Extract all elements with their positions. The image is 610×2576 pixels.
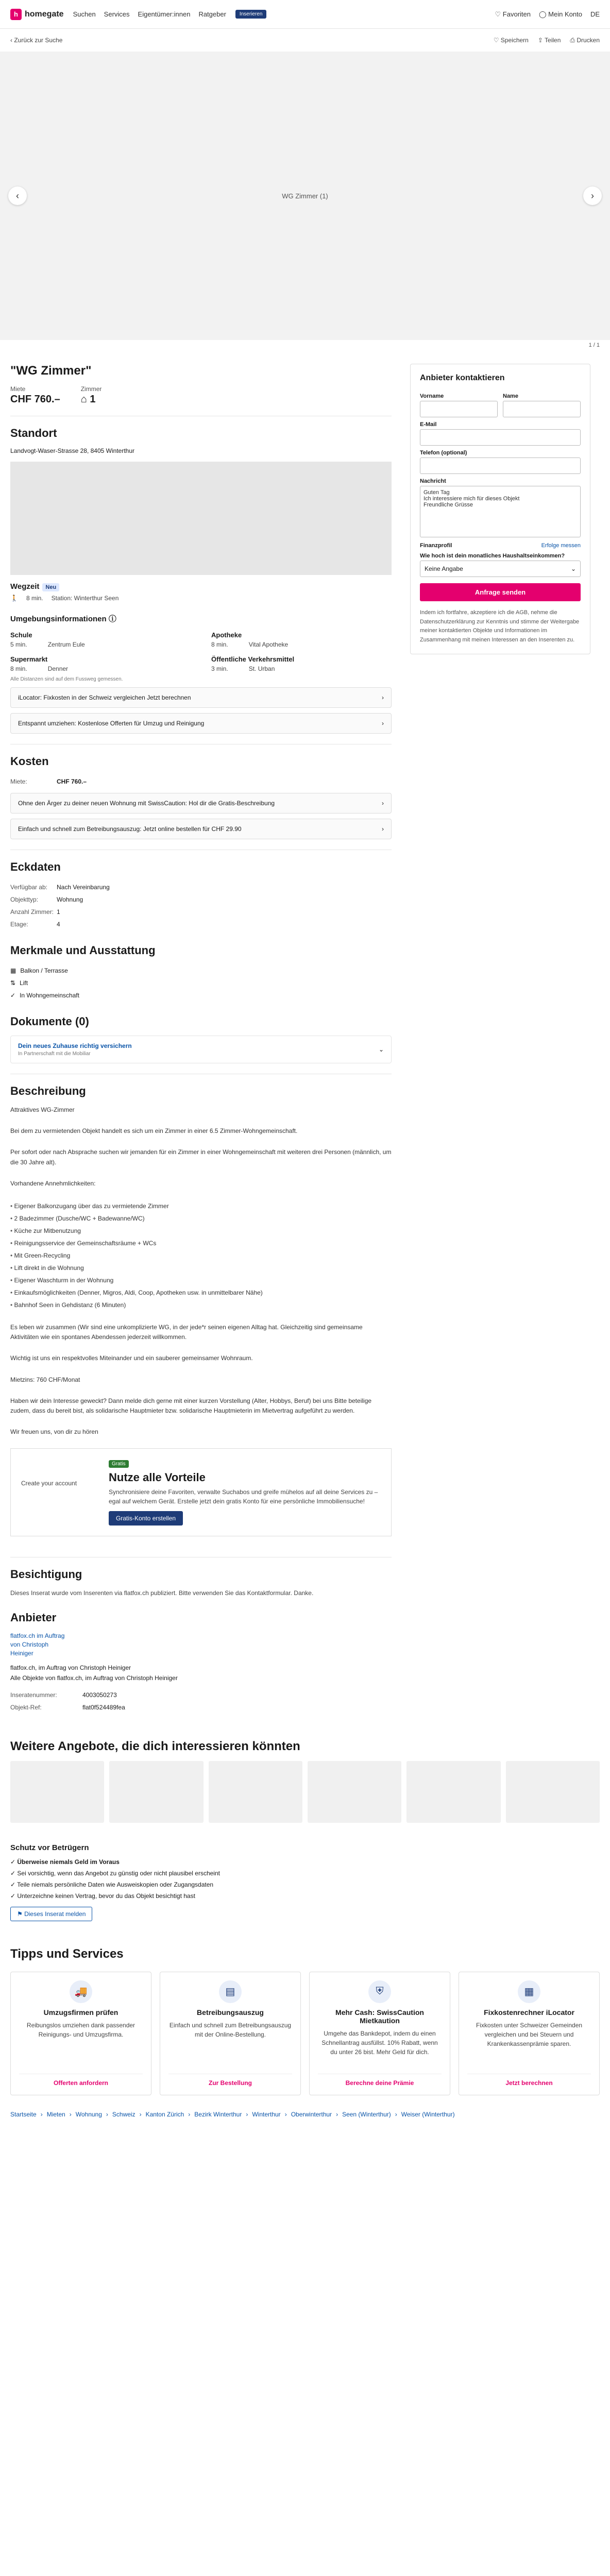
beschreibung-paragraph: Wir freuen uns, von dir zu hören [10,1428,98,1436]
schutz-heading: Schutz vor Betrügern [10,1843,89,1852]
homegate-logo[interactable] [10,9,64,20]
vorname-input[interactable] [420,401,498,417]
umgebung-item [211,655,392,672]
beschreibung-paragraph: Haben wir dein Interesse geweckt? Dann melde dich gerne mit einer kurzen Vorstellung (Alter, Hobbys, Beruf) bei uns Bitte beteilige zudem, dass du bereit bist, als solidarische Hauptmieter bzw. solidarische Hauptmieterin im Mietvertrag aufgeführt zu werden. [10,1397,372,1414]
heart-icon: ♡ [495,10,503,18]
chevron-right-icon: › [382,800,384,807]
versicherung-title: Dein neues Zuhause richtig versichern [18,1042,132,1049]
print-label: Drucken [577,36,600,44]
objekt-ref-row [10,1701,392,1714]
gallery-image-alt: WG Zimmer (1) [282,192,328,200]
wegzeit-time: 8 min. [26,595,43,602]
anbieter-all-objects-link[interactable]: Alle Objekte von flatfox.ch, im Auftrag von Christoph Heiniger [10,1674,178,1682]
zimmer-label: Zimmer [80,385,102,393]
tip-link[interactable]: Berechne deine Prämie [318,2074,442,2087]
kosten-heading: Kosten [10,755,49,768]
gallery-counter: 1 / 1 [588,342,600,348]
beschreibung-paragraph: Wichtig ist uns ein respektvolles Miteinander und ein sauberer gemeinsamer Wohnraum. [10,1354,253,1362]
account-promo [10,1448,392,1536]
swisscaution-text: Ohne den Ärger zu deiner neuen Wohnung mit SwissCaution: Hol dir die Gratis-Beschreibung [18,800,275,807]
tip-title: Betreibungsauszug [197,2008,264,2016]
breadcrumb-item[interactable]: Kanton Zürich [145,2110,184,2118]
beschreibung-subtitle: Attraktives WG-Zimmer [10,1106,75,1113]
wegzeit-station: Station: Winterthur Seen [51,595,119,602]
gallery-next-arrow[interactable] [583,187,602,205]
list-item: • Lift direkt in die Wohnung [10,1262,392,1274]
tipps-grid [10,1972,600,2095]
offer-card[interactable] [406,1761,500,1823]
breadcrumb-item[interactable]: Mieten [46,2110,65,2118]
tip-card [160,1972,301,2095]
beschreibung-paragraph: Es leben wir zusammen (Wir sind eine unkomplizierte WG, in der jede*r seinen eigenen Alltag hat. Gleichzeitig sind gemeinsame Aktivitäten wie ein spontanes Abendessen jederzeit willkommen. [10,1323,363,1341]
besichtigung-section [10,1557,392,1723]
main-content [10,355,392,1724]
chevron-right-icon: › [591,190,594,201]
chevron-right-icon: › [382,720,384,727]
sidebar [410,355,590,1724]
account-promo-text: Synchronisiere deine Favoriten, verwalte Suchabos und greife mühelos auf all deine Services zu – egal auf welchem Gerät. Erstelle jetzt dein gratis Konto für eine persönliche Immobiliensuche! [109,1488,378,1505]
umgebung-heading [10,613,392,624]
user-icon: ◯ [539,10,549,18]
feature-label: Lift [20,979,28,987]
vorname-label: Vorname [420,393,444,399]
weitere-section [0,1724,610,1823]
eckdaten-row [10,881,392,893]
report-label: Dieses Inserat melden [24,1910,86,1918]
wegzeit-heading [10,582,392,591]
contact-disclaimer: Indem ich fortfahre, akzeptiere ich die AGB, nehme die Datenschutzerklärung zur Kenntnis und stimme der Weitergabe meiner kontaktierten Objekte und Informationen im Zusammenhang mit meinen Interessen an den Inserenten zu. [420,609,580,643]
list-item [10,1868,600,1879]
account-promo-title: Nutze alle Vorteile [109,1471,206,1484]
key-facts [10,385,392,405]
logo-text: homegate [25,9,64,19]
umgebung-item [211,631,392,648]
check-icon: ✓ [10,1892,18,1900]
schutz-item: Unterzeichne keinen Vertrag, bevor du das Objekt besichtigt hast [17,1892,195,1900]
offer-card[interactable] [10,1761,104,1823]
back-link[interactable]: ‹ Zurück zur Suche [10,37,63,44]
breadcrumb-item[interactable]: Startseite [10,2110,37,2118]
merkmale-heading: Merkmale und Ausstattung [10,944,156,957]
beschreibung-section [10,1074,392,1557]
offer-card[interactable] [506,1761,600,1823]
kosten-row [10,775,392,788]
feature-item [10,989,392,1002]
standort-heading: Standort [10,427,57,439]
einkommen-select[interactable] [420,561,581,577]
miete-value: CHF 760.– [10,394,60,405]
chevron-down-icon: ⌄ [378,1046,384,1053]
list-item: • Bahnhof Seen in Gehdistanz (6 Minuten) [10,1299,392,1311]
breadcrumb-item[interactable]: Bezirk Winterthur [194,2110,242,2118]
eckdaten-row [10,906,392,918]
save-button[interactable]: ♡ Speichern [493,36,529,44]
dokumente-heading: Dokumente (0) [10,1015,89,1028]
list-item: • Mit Green-Recycling [10,1249,392,1262]
umgebung-title: Umgebungsinformationen [10,615,107,623]
breadcrumb-item[interactable]: Oberwinterthur [291,2110,332,2118]
schutz-item: Sei vorsichtig, wenn das Angebot zu günstig oder nicht plausibel erscheint [17,1869,220,1877]
walk-icon: 🚶 [10,595,18,602]
save-label: Speichern [500,36,529,44]
calculator-icon: ▦ [518,1980,540,2003]
weitere-heading: Weitere Angebote, die dich interessieren könnten [10,1739,300,1753]
gratis-badge: Gratis [109,1460,129,1468]
list-item: • Küche zur Mitbenutzung [10,1225,392,1237]
kosten-section [10,744,392,850]
anbieter-name[interactable]: flatfox.ch im Auftrag von Christoph Heiniger [10,1632,65,1657]
anfrage-senden-button[interactable]: Anfrage senden [420,583,581,601]
inseratenummer-row [10,1689,392,1701]
betreibung-banner[interactable] [10,819,392,839]
finanz-row [420,543,581,549]
offer-card[interactable] [109,1761,203,1823]
anbieter-line: flatfox.ch, im Auftrag von Christoph Heiniger [10,1664,131,1671]
list-item: • Eigener Balkonzugang über das zu vermietende Zimmer [10,1200,392,1212]
nav-ratgeber[interactable]: Ratgeber [198,10,226,18]
wegzeit-title: Wegzeit [10,582,40,591]
check-icon: ✓ [10,992,16,999]
umgebung-item-place: Zentrum Eule [47,641,85,648]
elevator-icon: ⇅ [10,979,16,987]
list-item: • Eigener Waschturm in der Wohnung [10,1274,392,1286]
contact-form [410,364,590,654]
address: Landvogt-Waser-Strasse 28, 8405 Winterthur [10,447,135,454]
beschreibung-heading: Beschreibung [10,1084,86,1097]
besichtigung-heading: Besichtigung [10,1568,82,1581]
zimmer-number: 1 [90,394,96,405]
beschreibung-paragraph: Per sofort oder nach Absprache suchen wir jemanden für ein Zimmer in einer Wohngemeinschaft mit weiteren drei Personen (männlich, um die 30 Jahre alt). [10,1148,392,1166]
umzug-banner[interactable] [10,713,392,734]
tip-text: Einfach und schnell zum Betreibungsauszug mit der Online-Bestellung. [169,2021,292,2038]
eckdaten-value: 1 [57,908,60,916]
favoriten-link[interactable] [495,10,531,19]
beschreibung-paragraph: Mietzins: 760 CHF/Monat [10,1376,80,1383]
einkommen-question: Wie hoch ist dein monatliches Haushaltseinkommen? [420,553,565,559]
email-label: E-Mail [420,421,437,428]
room-icon: ⌂ [80,394,90,405]
balcony-icon: ▦ [10,967,16,974]
eckdaten-section [10,850,392,1074]
breadcrumb-item[interactable]: Schweiz [112,2110,135,2118]
amenities-list [10,1200,392,1311]
feature-label: In Wohngemeinschaft [20,992,79,999]
tip-title: Mehr Cash: SwissCaution Mietkaution [335,2008,424,2025]
new-badge: Neu [42,583,59,591]
inseratenummer-label: Inseratenummer: [10,1691,57,1699]
inseratenummer-value: 4003050273 [82,1691,117,1699]
list-item: • 2 Badezimmer (Dusche/WC + Badewanne/WC) [10,1212,392,1225]
name-input[interactable] [503,401,581,417]
eckdaten-heading: Eckdaten [10,860,61,873]
feature-label: Balkon / Terrasse [20,967,68,974]
umgebung-item-title: Schule [10,631,32,639]
list-item [10,1890,600,1902]
info-icon[interactable]: ⓘ [108,615,116,623]
tipps-heading: Tipps und Services [10,1946,124,1961]
anbieter-heading: Anbieter [10,1611,57,1624]
standort-section [10,416,392,744]
swisscaution-banner[interactable] [10,793,392,814]
list-item: • Reinigungsservice der Gemeinschaftsräume + WCs [10,1237,392,1249]
umgebung-note: Alle Distanzen sind auf dem Fussweg gemessen. [10,676,123,682]
ilocator-banner[interactable] [10,687,392,708]
umgebung-item-place: St. Urban [248,665,275,672]
chevron-right-icon: › [382,694,384,701]
objekt-ref-value: flat0f524489fea [82,1703,125,1711]
umgebung-item [10,631,191,648]
breadcrumb-item[interactable]: Seen (Winterthur) [342,2110,391,2118]
share-label: Teilen [545,36,561,44]
main-nav [73,10,226,18]
tip-title: Umzugsfirmen prüfen [43,2008,118,2016]
tip-title: Fixkostenrechner iLocator [484,2008,574,2016]
umgebung-item-place: Vital Apotheke [248,641,289,648]
chevron-down-icon: ⌄ [570,565,576,572]
shield-icon: ⛨ [368,1980,391,2003]
ilocator-text: iLocator: Fixkosten in der Schweiz vergleichen Jetzt berechnen [18,694,191,701]
zimmer-value [81,394,102,405]
miete-label: Miete [10,385,26,393]
top-header [0,0,610,29]
feature-item [10,977,392,989]
list-item: • Einkaufsmöglichkeiten (Denner, Migros, Aldi, Coop, Apotheken usw. in unmittelbarer Nähe) [10,1286,392,1299]
chevron-right-icon: › [382,825,384,833]
tip-link[interactable]: Offerten anfordern [19,2074,143,2087]
objekt-ref-label: Objekt-Ref: [10,1703,42,1711]
umgebung-item-time: 5 min. [10,641,27,648]
breadcrumb-item[interactable]: Winterthur [252,2110,281,2118]
back-label: Zurück zur Suche [14,37,63,44]
list-item [10,1856,600,1868]
umgebung-item-title: Öffentliche Verkehrsmittel [211,655,295,663]
feature-item [10,964,392,977]
umgebung-item-place: Denner [47,665,69,672]
kosten-label: Miete: [10,778,27,785]
contact-heading: Anbieter kontaktieren [420,374,505,382]
umzug-text: Entspannt umziehen: Kostenlose Offerten für Umzug und Reinigung [18,720,205,727]
eckdaten-key: Anzahl Zimmer: [10,908,54,916]
check-icon: ✓ [10,1880,18,1888]
email-input[interactable] [420,429,581,446]
versicherung-banner[interactable] [10,1036,392,1063]
nav-suchen[interactable]: Suchen [73,10,96,18]
eckdaten-key: Verfügbar ab: [10,884,48,891]
tip-text: Reibungslos umziehen dank passender Reinigungs- und Umzugsfirma. [26,2021,135,2038]
beschreibung-paragraph: Bei dem zu vermietenden Objekt handelt es sich um ein Zimmer in einer 6.5 Zimmer-Wohngemeinschaft. [10,1127,298,1135]
offer-carousel [10,1761,600,1823]
konto-link[interactable] [539,10,582,19]
wegzeit-row [10,595,392,602]
telefon-input[interactable] [420,457,581,474]
tip-text: Umgehe das Bankdepot, indem du einen Schnellantrag ausfüllst. 10% Rabatt, wenn du unter 26 bist. Mehr Geld für dich. [321,2029,438,2056]
print-button[interactable]: ⎙ Drucken [570,36,600,44]
inserieren-button[interactable]: Inserieren [235,10,266,19]
schutz-item: Überweise niemals Geld im Voraus [17,1858,120,1866]
flag-icon: ⚑ [17,1910,25,1918]
nav-services[interactable]: Services [104,10,130,18]
tipps-section [0,1921,610,2095]
eckdaten-value: Nach Vereinbarung [57,884,110,891]
breadcrumb-item[interactable]: Weiser (Winterthur) [401,2110,455,2118]
image-gallery[interactable] [0,52,610,340]
list-item [10,1879,600,1890]
umgebung-item-title: Supermarkt [10,655,48,663]
offer-card[interactable] [209,1761,302,1823]
favoriten-label: Favoriten [502,10,531,18]
versicherung-partner: In Partnerschaft mit die Mobiliar [18,1051,91,1057]
schutz-item: Teile niemals persönliche Daten wie Ausweiskopien oder Zugangsdaten [17,1880,214,1888]
account-promo-label: Create your account [21,1480,77,1487]
truck-icon: 🚚 [70,1980,92,2003]
finanz-link[interactable]: Erfolge messen [541,543,581,549]
besichtigung-text: Dieses Inserat wurde vom Inserenten via flatfox.ch publiziert. Bitte verwenden Sie das Kontaktformular. Danke. [10,1589,314,1597]
tip-link[interactable]: Jetzt berechnen [467,2074,591,2087]
konto-label: Mein Konto [548,10,582,18]
nachricht-textarea[interactable]: Guten Tag Ich interessiere mich für dieses Objekt Freundliche Grüsse [420,486,581,537]
tip-link[interactable]: Zur Bestellung [168,2074,292,2087]
umgebung-item-title: Apotheke [211,631,242,639]
eckdaten-value: Wohnung [57,896,83,903]
document-icon: ▤ [219,1980,242,2003]
eckdaten-key: Etage: [10,921,28,928]
tip-card [10,1972,151,2095]
logo-icon: h [10,9,22,20]
location-map[interactable] [10,462,392,575]
eckdaten-row [10,918,392,930]
check-icon: ✓ [10,1869,18,1877]
nachricht-label: Nachricht [420,478,446,484]
eckdaten-key: Objekttyp: [10,896,39,903]
eckdaten-row [10,893,392,906]
check-icon: ✓ [10,1858,18,1866]
breadcrumb-item[interactable]: Wohnung [75,2110,102,2118]
listing-title: "WG Zimmer" [10,364,92,378]
create-account-button[interactable]: Gratis-Konto erstellen [109,1511,183,1526]
umgebung-item-time: 8 min. [10,665,27,672]
sub-toolbar [0,29,610,52]
umgebung-item [10,655,191,672]
einkommen-select-value: Keine Angabe [425,565,463,572]
breadcrumb: Startseite › Mieten › Wohnung › Schweiz › Kanton Zürich › Bezirk Winterthur › Winterthur › Oberwinterthur › Seen (Winterthur) › Weiser (Winterthur) [10,2110,455,2118]
share-button[interactable]: ⇪ Teilen [537,36,561,44]
schutz-section [0,1823,610,1921]
umgebung-grid [10,631,392,672]
report-listing-button[interactable] [10,1907,92,1921]
telefon-label: Telefon (optional) [420,450,467,456]
tip-text: Fixkosten unter Schweizer Gemeinden vergleichen und bei Steuern und Krankenkassenprämie sparen. [476,2021,583,2047]
offer-card[interactable] [308,1761,401,1823]
name-label: Name [503,393,518,399]
nav-eigentuemer[interactable]: Eigentümer:innen [138,10,191,18]
tip-card [309,1972,450,2095]
umgebung-item-time: 3 min. [211,665,228,672]
chevron-left-icon: ‹ [16,190,19,201]
beschreibung-paragraph: Vorhandene Annehmlichkeiten: [10,1179,96,1187]
eckdaten-value: 4 [57,921,60,928]
tip-card [459,1972,600,2095]
language-switch[interactable]: DE [590,10,600,18]
finanz-label: Finanzprofil [420,543,452,549]
schutz-list [10,1856,600,1902]
betreibung-text: Einfach und schnell zum Betreibungsauszug: Jetzt online bestellen für CHF 29.90 [18,825,242,833]
kosten-value: CHF 760.– [57,778,87,785]
umgebung-item-time: 8 min. [211,641,228,648]
gallery-prev-arrow[interactable] [8,187,27,205]
